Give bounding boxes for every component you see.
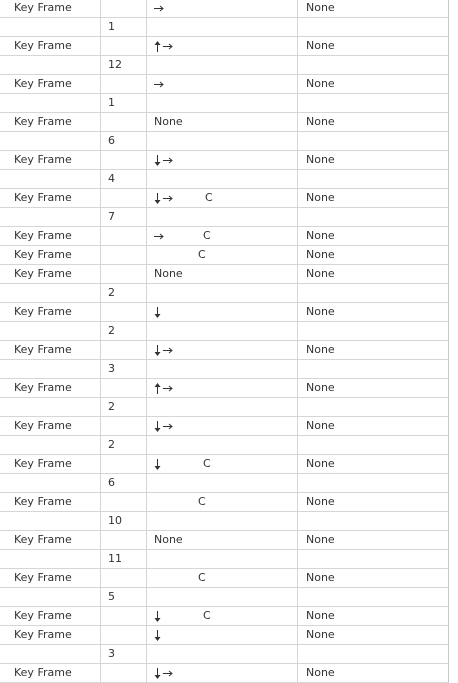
frame-count-cell: 10 — [100, 512, 146, 530]
frame-count-cell: 2 — [100, 436, 146, 454]
blend-cell — [297, 170, 448, 188]
motion-cell — [146, 607, 297, 625]
keyframe-row[interactable] — [0, 493, 448, 512]
keyframe-row[interactable] — [0, 37, 448, 56]
frame-type-cell: Key Frame — [14, 343, 72, 356]
frame-count-cell: 2 — [100, 284, 146, 302]
frame-type-cell — [0, 474, 100, 492]
frame-count-cell — [100, 189, 146, 207]
motion-none-label: None — [154, 533, 183, 546]
frame-gap-row[interactable] — [0, 550, 448, 569]
frame-count-cell — [100, 455, 146, 473]
frame-count-cell — [100, 626, 146, 644]
arrow-right-icon — [163, 346, 174, 355]
constraint-label: C — [198, 495, 206, 508]
frame-type-cell — [0, 170, 100, 188]
keyframe-row[interactable] — [0, 265, 448, 284]
blend-cell: None — [297, 341, 448, 359]
arrow-down-icon — [154, 611, 161, 622]
arrow-down-icon — [154, 668, 161, 679]
blend-cell — [297, 588, 448, 606]
keyframe-row[interactable] — [0, 0, 448, 18]
blend-cell: None — [297, 303, 448, 321]
frame-count-cell — [100, 379, 146, 397]
motion-cell — [146, 37, 297, 55]
blend-cell: None — [297, 246, 448, 264]
constraint-label: C — [203, 609, 211, 622]
blend-cell: None — [297, 417, 448, 435]
motion-none-label: None — [154, 267, 183, 280]
frame-gap-row[interactable] — [0, 132, 448, 151]
frame-count-cell — [100, 0, 146, 17]
frame-type-cell: Key Frame — [14, 248, 72, 261]
arrow-right-icon — [163, 42, 174, 51]
motion-cell — [146, 208, 297, 226]
motion-cell — [146, 94, 297, 112]
frame-count-cell — [100, 37, 146, 55]
blend-cell: None — [297, 113, 448, 131]
arrow-right-icon — [154, 232, 165, 241]
keyframe-row[interactable] — [0, 341, 448, 360]
motion-cell — [146, 151, 297, 169]
blend-cell: None — [297, 37, 448, 55]
blend-cell: None — [297, 607, 448, 625]
blend-cell — [297, 208, 448, 226]
motion-cell — [146, 664, 297, 682]
frame-count-cell — [100, 569, 146, 587]
motion-cell — [146, 284, 297, 302]
frame-gap-row[interactable] — [0, 208, 448, 227]
frame-gap-row[interactable] — [0, 512, 448, 531]
frame-type-cell — [0, 132, 100, 150]
frame-type-cell: Key Frame — [14, 628, 72, 641]
blend-cell: None — [297, 379, 448, 397]
motion-cell — [146, 189, 297, 207]
arrow-up-icon — [154, 383, 161, 394]
blend-cell: None — [297, 265, 448, 283]
frame-type-cell: Key Frame — [14, 115, 72, 128]
blend-cell — [297, 322, 448, 340]
frame-type-cell — [0, 398, 100, 416]
frame-count-cell — [100, 664, 146, 682]
frame-type-cell: Key Frame — [14, 666, 72, 679]
arrow-right-icon — [163, 422, 174, 431]
frame-type-cell — [0, 588, 100, 606]
frame-type-cell — [0, 512, 100, 530]
frame-type-cell: Key Frame — [14, 381, 72, 394]
frame-count-cell: 4 — [100, 170, 146, 188]
arrow-right-icon — [154, 4, 165, 13]
blend-cell — [297, 360, 448, 378]
keyframe-row[interactable] — [0, 189, 448, 208]
keyframe-row[interactable] — [0, 455, 448, 474]
frame-count-cell: 7 — [100, 208, 146, 226]
frame-type-cell — [0, 436, 100, 454]
frame-type-cell: Key Frame — [14, 229, 72, 242]
frame-count-cell: 11 — [100, 550, 146, 568]
motion-none-label: None — [154, 115, 183, 128]
frame-count-cell — [100, 227, 146, 245]
constraint-label: C — [205, 191, 213, 204]
frame-count-cell — [100, 75, 146, 93]
frame-type-cell — [0, 550, 100, 568]
frame-count-cell: 3 — [100, 360, 146, 378]
motion-cell — [146, 569, 297, 587]
keyframe-row[interactable] — [0, 626, 448, 645]
constraint-label: C — [203, 457, 211, 470]
frame-count-cell — [100, 341, 146, 359]
frame-type-cell: Key Frame — [14, 609, 72, 622]
frame-type-cell — [0, 94, 100, 112]
frame-type-cell — [0, 322, 100, 340]
constraint-label: C — [203, 229, 211, 242]
blend-cell — [297, 550, 448, 568]
motion-cell — [146, 474, 297, 492]
frame-count-cell: 1 — [100, 18, 146, 36]
frame-count-cell — [100, 493, 146, 511]
keyframe-row[interactable] — [0, 417, 448, 436]
blend-cell: None — [297, 75, 448, 93]
frame-count-cell: 12 — [100, 56, 146, 74]
keyframe-row[interactable] — [0, 113, 448, 132]
keyframe-row[interactable] — [0, 664, 448, 683]
arrow-down-icon — [154, 421, 161, 432]
blend-cell: None — [297, 151, 448, 169]
keyframe-row[interactable] — [0, 151, 448, 170]
motion-cell — [146, 265, 297, 283]
blend-cell: None — [297, 0, 448, 17]
frame-count-cell — [100, 265, 146, 283]
frame-count-cell — [100, 531, 146, 549]
blend-cell — [297, 56, 448, 74]
motion-cell — [146, 417, 297, 435]
motion-cell — [146, 550, 297, 568]
motion-cell — [146, 455, 297, 473]
blend-cell: None — [297, 227, 448, 245]
motion-cell — [146, 645, 297, 663]
frame-type-cell — [0, 18, 100, 36]
frame-gap-row[interactable] — [0, 398, 448, 417]
keyframe-row[interactable] — [0, 227, 448, 246]
frame-gap-row[interactable] — [0, 360, 448, 379]
motion-cell — [146, 18, 297, 36]
keyframe-row[interactable] — [0, 246, 448, 265]
constraint-label: C — [198, 248, 206, 261]
frame-count-cell: 3 — [100, 645, 146, 663]
frame-count-cell: 1 — [100, 94, 146, 112]
frame-gap-row[interactable] — [0, 645, 448, 664]
blend-cell: None — [297, 493, 448, 511]
motion-cell — [146, 132, 297, 150]
keyframe-row[interactable] — [0, 607, 448, 626]
arrow-right-icon — [163, 194, 174, 203]
blend-cell — [297, 436, 448, 454]
motion-cell — [146, 113, 297, 131]
arrow-down-icon — [154, 307, 161, 318]
frame-type-cell: Key Frame — [14, 533, 72, 546]
arrow-right-icon — [163, 156, 174, 165]
frame-gap-row[interactable] — [0, 284, 448, 303]
arrow-down-icon — [154, 155, 161, 166]
blend-cell: None — [297, 664, 448, 682]
frame-count-cell: 2 — [100, 398, 146, 416]
blend-cell: None — [297, 189, 448, 207]
arrow-down-icon — [154, 345, 161, 356]
blend-cell: None — [297, 455, 448, 473]
frame-gap-row[interactable] — [0, 322, 448, 341]
arrow-down-icon — [154, 630, 161, 641]
frame-count-cell: 5 — [100, 588, 146, 606]
motion-cell — [146, 341, 297, 359]
blend-cell — [297, 512, 448, 530]
arrow-right-icon — [163, 669, 174, 678]
motion-cell — [146, 170, 297, 188]
frame-count-cell — [100, 113, 146, 131]
constraint-label: C — [198, 571, 206, 584]
arrow-down-icon — [154, 459, 161, 470]
motion-cell — [146, 626, 297, 644]
arrow-up-icon — [154, 41, 161, 52]
blend-cell — [297, 474, 448, 492]
frame-type-cell: Key Frame — [14, 267, 72, 280]
motion-cell — [146, 56, 297, 74]
frame-type-cell: Key Frame — [14, 191, 72, 204]
frame-gap-row[interactable] — [0, 170, 448, 189]
frame-gap-row[interactable] — [0, 18, 448, 37]
blend-cell: None — [297, 531, 448, 549]
motion-cell — [146, 75, 297, 93]
keyframe-row[interactable] — [0, 379, 448, 398]
blend-cell — [297, 94, 448, 112]
frame-type-cell: Key Frame — [14, 39, 72, 52]
motion-cell — [146, 531, 297, 549]
blend-cell — [297, 18, 448, 36]
frame-count-cell — [100, 246, 146, 264]
frame-type-cell: Key Frame — [14, 153, 72, 166]
frame-count-cell — [100, 151, 146, 169]
motion-cell — [146, 227, 297, 245]
frame-gap-row[interactable] — [0, 588, 448, 607]
motion-cell — [146, 512, 297, 530]
keyframe-row[interactable] — [0, 303, 448, 322]
frame-count-cell — [100, 303, 146, 321]
frame-gap-row[interactable] — [0, 436, 448, 455]
motion-cell — [146, 303, 297, 321]
motion-cell — [146, 0, 297, 17]
frame-type-cell — [0, 360, 100, 378]
blend-cell — [297, 645, 448, 663]
keyframe-row[interactable] — [0, 569, 448, 588]
frame-type-cell: Key Frame — [14, 305, 72, 318]
frame-gap-row[interactable] — [0, 474, 448, 493]
frame-type-cell: Key Frame — [14, 495, 72, 508]
frame-type-cell — [0, 284, 100, 302]
frame-type-cell: Key Frame — [14, 419, 72, 432]
frame-gap-row[interactable] — [0, 56, 448, 75]
motion-cell — [146, 379, 297, 397]
frame-type-cell — [0, 208, 100, 226]
frame-count-cell: 2 — [100, 322, 146, 340]
arrow-right-icon — [163, 384, 174, 393]
blend-cell — [297, 132, 448, 150]
motion-cell — [146, 322, 297, 340]
blend-cell — [297, 284, 448, 302]
blend-cell: None — [297, 569, 448, 587]
frame-type-cell: Key Frame — [14, 77, 72, 90]
frame-count-cell: 6 — [100, 474, 146, 492]
motion-cell — [146, 588, 297, 606]
motion-cell — [146, 246, 297, 264]
motion-cell — [146, 436, 297, 454]
frame-count-cell — [100, 417, 146, 435]
motion-cell — [146, 398, 297, 416]
frame-type-cell — [0, 645, 100, 663]
frame-gap-row[interactable] — [0, 94, 448, 113]
keyframe-row[interactable] — [0, 531, 448, 550]
motion-cell — [146, 493, 297, 511]
frame-count-cell — [100, 607, 146, 625]
frame-type-cell: Key Frame — [14, 571, 72, 584]
frame-type-cell: Key Frame — [14, 457, 72, 470]
frame-count-cell: 6 — [100, 132, 146, 150]
blend-cell — [297, 398, 448, 416]
blend-cell: None — [297, 626, 448, 644]
arrow-right-icon — [154, 80, 165, 89]
frame-type-cell: Key Frame — [14, 1, 72, 14]
arrow-down-icon — [154, 193, 161, 204]
motion-cell — [146, 360, 297, 378]
keyframe-row[interactable] — [0, 75, 448, 94]
frame-type-cell — [0, 56, 100, 74]
